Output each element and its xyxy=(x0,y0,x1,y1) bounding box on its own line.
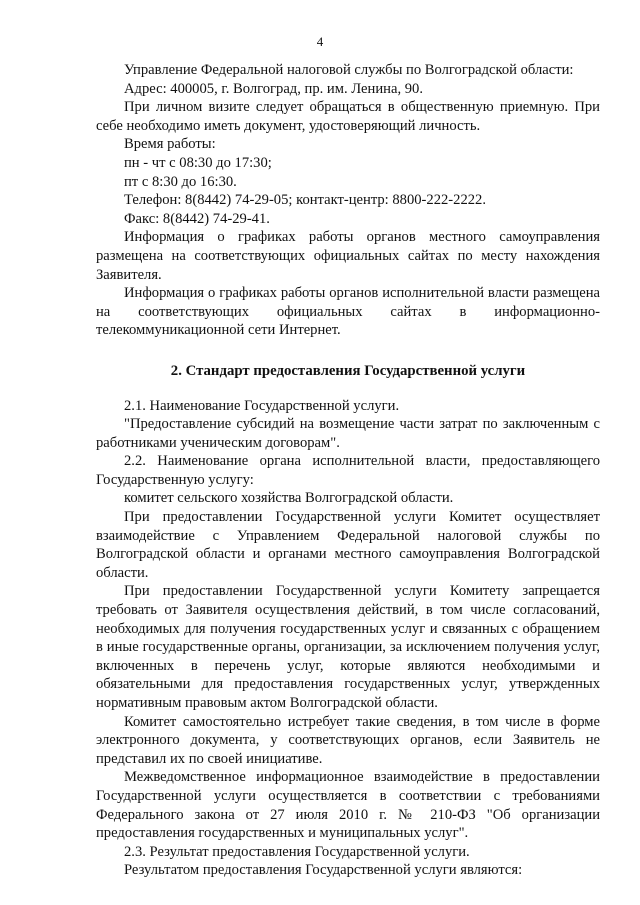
exec-info: Информация о графиках работы органов исполнительной власти размещена на соответствующих официальных сайтах в информационно-телекоммуникационной сети Интернет. xyxy=(96,285,600,339)
section-heading: 2. Стандарт предоставления Государственной услуги xyxy=(170,362,526,379)
hours-label: Время работы: xyxy=(124,136,216,153)
hours-mon-thu: пн - чт с 08:30 до 17:30; xyxy=(124,154,272,171)
self-request-paragraph: Комитет самостоятельно истребует такие сведения, в том числе в форме электронного документа, у соответствующих органов, если Заявитель не представил их по своей инициативе. xyxy=(96,713,600,767)
clause-2-3-title: 2.3. Результат предоставления Государственной услуги. xyxy=(124,843,470,860)
document-body xyxy=(96,61,600,880)
visit-note: При личном визите следует обращаться в общественную приемную. При себе необходимо иметь документ, удостоверяющий личность. xyxy=(96,99,600,134)
interagency-paragraph: Межведомственное информационное взаимодействие в предоставлении Государственной услуги осуществляется в соответствии с требованиями Федерального закона от 27 июля 2010 г. № 210-ФЗ "Об организации предоставления государственных и муниципальных услуг". xyxy=(96,769,600,842)
local-gov-info: Информация о графиках работы органов местного самоуправления размещена на соответствующих официальных сайтах по месту нахождения Заявителя. xyxy=(96,229,600,283)
prohibition-paragraph: При предоставлении Государственной услуги Комитету запрещается требовать от Заявителя осуществления действий, в том числе согласований, необходимых для получения государственных услуг и связанных с обращением в иные государственные органы, организации, за исключением получения услуг, включенных в перечень услуг, которые являются необходимыми и обязательными для предоставления государственных услуг, утвержденных нормативным правовым актом Волгоградской области. xyxy=(96,583,600,711)
hours-fri: пт с 8:30 до 16:30. xyxy=(124,173,237,190)
clause-2-2-body: комитет сельского хозяйства Волгоградской области. xyxy=(124,490,454,507)
tax-office-name: Управление Федеральной налоговой службы по Волгоградской области: xyxy=(124,62,574,78)
fax-line: Факс: 8(8442) 74-29-41. xyxy=(124,210,270,227)
clause-2-1-title: 2.1. Наименование Государственной услуги. xyxy=(124,397,400,414)
clause-2-1-text: "Предоставление субсидий на возмещение части затрат по заключенным с работниками ученическим договорам". xyxy=(96,416,600,451)
clause-2-3-text: Результатом предоставления Государственной услуги являются: xyxy=(124,862,523,879)
tax-office-address: Адрес: 400005, г. Волгоград, пр. им. Ленина, 90. xyxy=(124,80,423,97)
interaction-paragraph: При предоставлении Государственной услуги Комитет осуществляет взаимодействие с Управлением Федеральной налоговой службы по Волгоградской области и органами местного самоуправления Волгоградской области. xyxy=(96,509,600,581)
clause-2-2-title: 2.2. Наименование органа исполнительной власти, предоставляющего Государственную услугу: xyxy=(96,453,600,488)
phone-line: Телефон: 8(8442) 74-29-05; контакт-центр: 8800-222-2222. xyxy=(124,192,487,209)
page-number: 4 xyxy=(316,34,324,49)
